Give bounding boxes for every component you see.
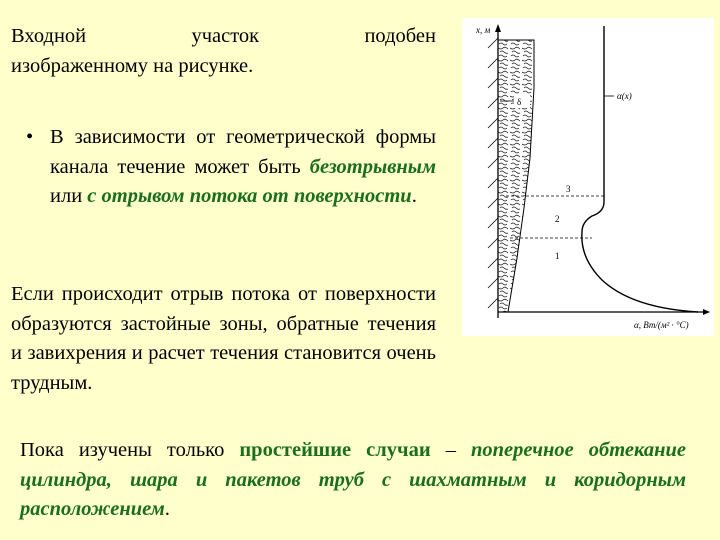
studied-text-end: . bbox=[164, 498, 170, 520]
x-axis-arrow bbox=[703, 309, 710, 315]
bullet-marker: • bbox=[26, 126, 34, 148]
zone-label-3: 3 bbox=[566, 184, 571, 194]
zone-label-2: 2 bbox=[555, 214, 560, 224]
bullet-paragraph bbox=[26, 123, 436, 212]
intro-word-3: подобен bbox=[364, 25, 436, 47]
studied-dash: – bbox=[430, 439, 471, 461]
studied-text-start: Пока изучены только bbox=[20, 439, 240, 461]
x-axis-label: α, Вт/(м² · °C) bbox=[634, 320, 689, 330]
bullet-text bbox=[50, 123, 436, 212]
y-axis-label: x, м bbox=[476, 25, 491, 35]
alpha-curve-label: α(x) bbox=[617, 91, 632, 101]
bullet-text-mid: или bbox=[50, 185, 88, 207]
studied-emph-cases: поперечное обтекание цилиндра, шара и пакетов труб с шахматным и коридорным расположением bbox=[20, 439, 687, 520]
bullet-text-end: . bbox=[411, 185, 417, 207]
boundary-layer-figure bbox=[462, 18, 714, 336]
studied-emph-simplest: простейшие случаи bbox=[239, 439, 431, 461]
intro-word-2: участок bbox=[191, 25, 260, 47]
intro-line-2: изображенному на рисунке. bbox=[11, 54, 254, 77]
boundary-layer-region bbox=[498, 40, 534, 312]
separation-paragraph: Если происходит отрыв потока от поверхности образуются застойные зоны, обратные течения и завихрения и расчет течения становится очень трудным. bbox=[11, 283, 436, 394]
intro-word-1: Входной bbox=[11, 25, 87, 47]
bullet-emph-separation-free: безотрывным bbox=[309, 155, 436, 178]
intro-line-1 bbox=[11, 22, 436, 52]
bullet-emph-with-separation: с отрывом потока от поверхности bbox=[87, 185, 412, 207]
wall-hatching bbox=[488, 38, 498, 308]
bullet-text-start: В зависимости от геометрической формы канала течение может быть bbox=[50, 126, 436, 178]
alpha-curve bbox=[582, 26, 698, 312]
intro-paragraph bbox=[11, 22, 436, 81]
boundary-layer-diagram bbox=[462, 18, 714, 336]
zone-label-1: 1 bbox=[555, 251, 560, 261]
studied-cases-paragraph bbox=[20, 436, 686, 525]
y-axis-arrow bbox=[495, 24, 501, 32]
delta-label: δ bbox=[517, 97, 522, 107]
